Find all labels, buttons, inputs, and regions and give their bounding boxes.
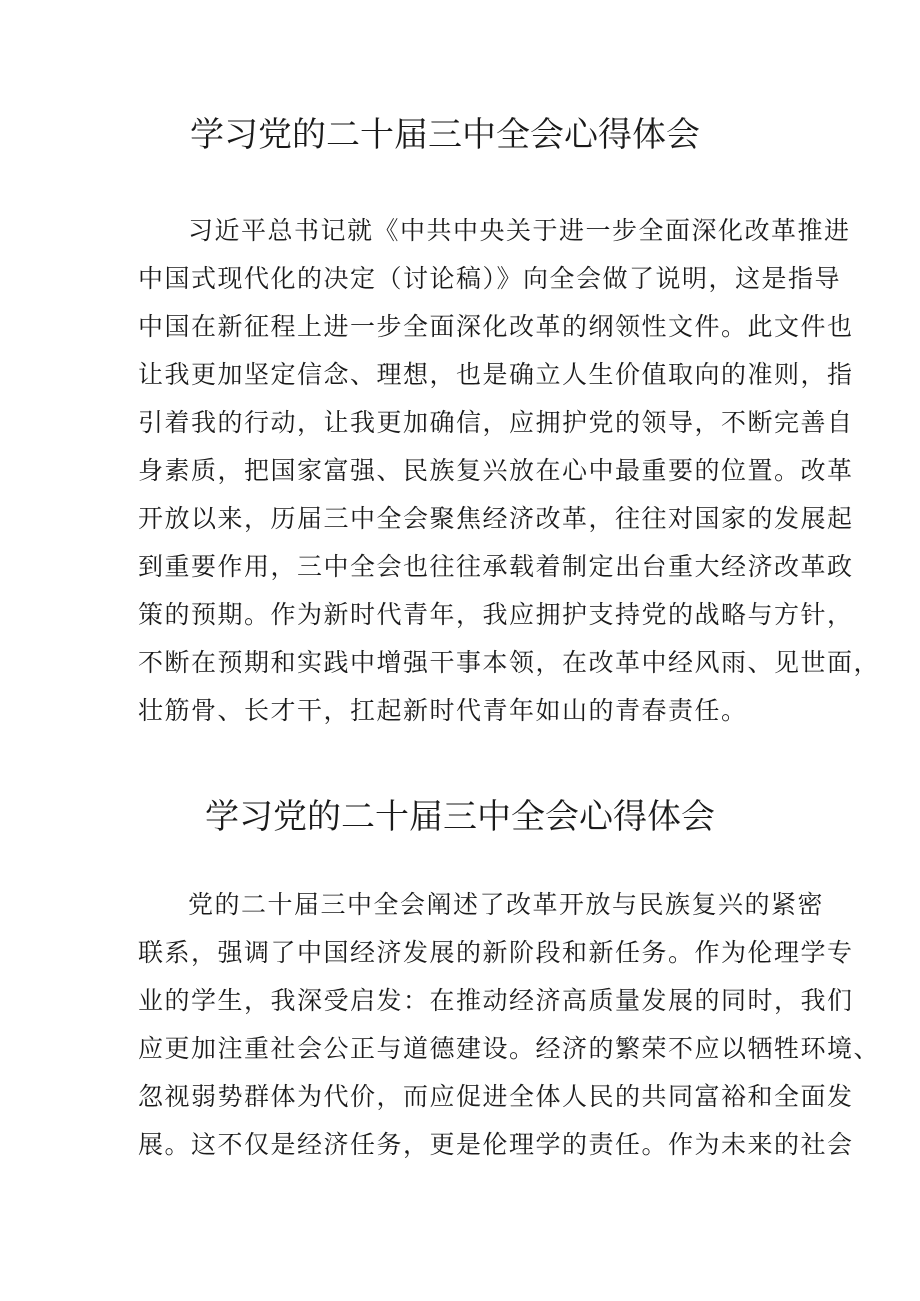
article-title-1: 学习党的二十届三中全会心得体会 bbox=[190, 115, 700, 155]
text-line: 忽视弱势群体为代价，而应促进全体人民的共同富裕和全面发 bbox=[138, 1082, 854, 1111]
text-line: 让我更加坚定信念、理想，也是确立人生价值取向的准则，指 bbox=[138, 360, 854, 389]
text-line: 联系，强调了中国经济发展的新阶段和新任务。作为伦理学专 bbox=[138, 938, 854, 967]
text-line: 应更加注重社会公正与道德建设。经济的繁荣不应以牺牲环境、 bbox=[138, 1034, 881, 1063]
text-line: 展。这不仅是经济任务，更是伦理学的责任。作为未来的社会 bbox=[138, 1130, 854, 1159]
text-line: 习近平总书记就《中共中央关于进一步全面深化改革推进 bbox=[188, 216, 851, 245]
text-line: 到重要作用，三中全会也往往承载着制定出台重大经济改革政 bbox=[138, 552, 854, 581]
article-body-1 bbox=[138, 207, 881, 735]
text-line: 策的预期。作为新时代青年，我应拥护支持党的战略与方针， bbox=[138, 600, 854, 629]
text-line: 中国式现代化的决定（讨论稿）》向全会做了说明，这是指导 bbox=[138, 264, 842, 293]
article-body-2 bbox=[138, 881, 881, 1169]
text-line: 开放以来，历届三中全会聚焦经济改革，往往对国家的发展起 bbox=[138, 504, 854, 533]
text-line: 业的学生，我深受启发：在推动经济高质量发展的同时，我们 bbox=[138, 986, 854, 1015]
text-line: 党的二十届三中全会阐述了改革开放与民族复兴的紧密 bbox=[188, 890, 825, 919]
text-line: 不断在预期和实践中增强干事本领，在改革中经风雨、见世面， bbox=[138, 648, 881, 677]
text-line: 引着我的行动，让我更加确信，应拥护党的领导，不断完善自 bbox=[138, 408, 854, 437]
article-title-2: 学习党的二十届三中全会心得体会 bbox=[205, 797, 715, 837]
text-line: 壮筋骨、长才干，扛起新时代青年如山的青春责任。 bbox=[138, 696, 748, 725]
text-line: 中国在新征程上进一步全面深化改革的纲领性文件。此文件也 bbox=[138, 312, 854, 341]
text-line: 身素质，把国家富强、民族复兴放在心中最重要的位置。改革 bbox=[138, 456, 854, 485]
